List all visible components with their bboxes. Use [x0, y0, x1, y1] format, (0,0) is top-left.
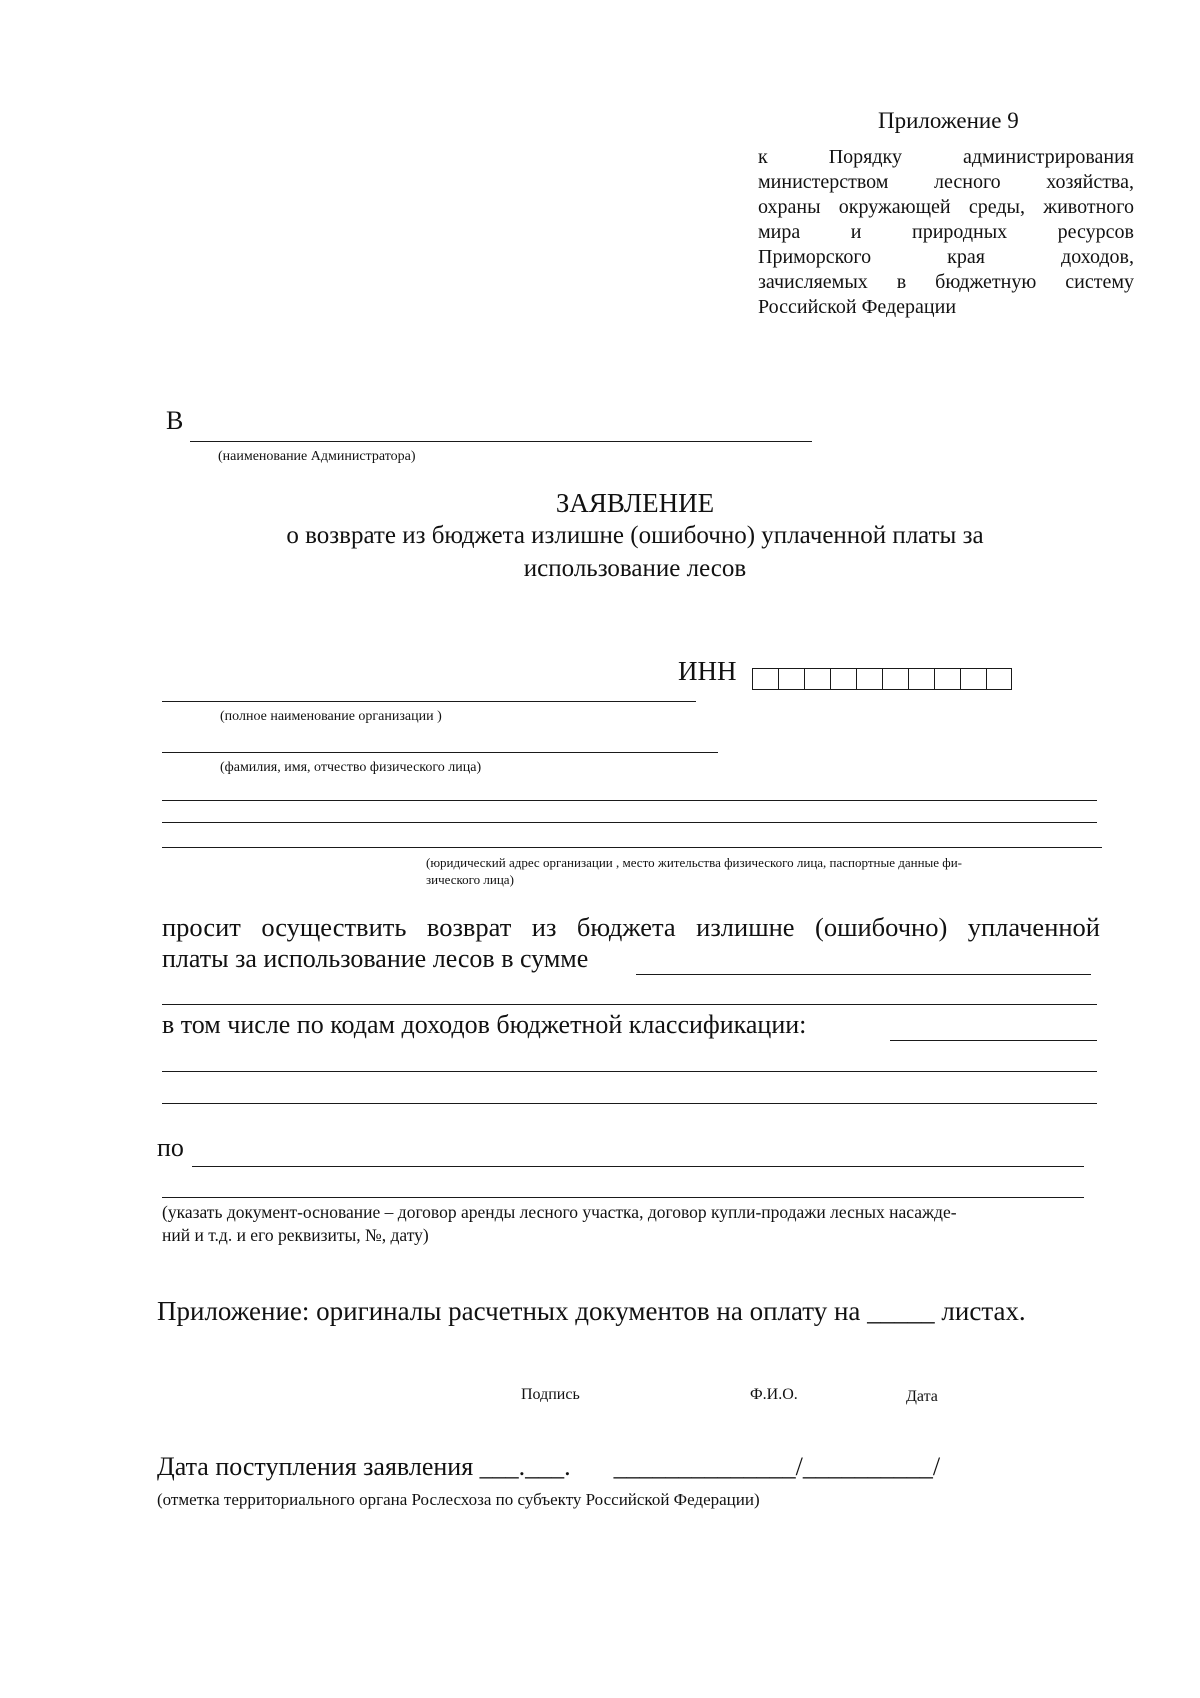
- addressee-caption: (наименование Администратора): [218, 449, 416, 464]
- addressee-field[interactable]: [190, 441, 812, 442]
- person-name-field[interactable]: [162, 752, 718, 753]
- address-field-line3[interactable]: [162, 847, 1102, 848]
- basis-field-line2[interactable]: [162, 1197, 1084, 1198]
- document-subtitle-line1: о возврате из бюджета излишне (ошибочно) уплаченной платы за: [286, 522, 984, 549]
- inn-digit-cell[interactable]: [960, 668, 986, 690]
- appendix-text: [758, 145, 1134, 320]
- appendix-line: охраны окружающей среды, животного: [758, 196, 1134, 218]
- appendix-line: мира и природных ресурсов: [758, 221, 1134, 243]
- addressee-prefix: В: [166, 406, 184, 435]
- request-line2: платы за использование лесов в сумме: [162, 944, 589, 973]
- appendix-title: Приложение 9: [878, 108, 1019, 133]
- attachment-suffix: листах.: [941, 1296, 1026, 1326]
- date-label: Дата: [906, 1388, 938, 1405]
- org-name-caption: (полное наименование организации ): [220, 709, 442, 724]
- attachment-sheets-field[interactable]: _____: [867, 1296, 935, 1326]
- fio-label: Ф.И.О.: [750, 1386, 798, 1403]
- attachment-text: [157, 1296, 1026, 1327]
- inn-digit-cell[interactable]: [752, 668, 778, 690]
- basis-caption-line1: (указать документ-основание – договор аренды лесного участка, договор купли-продажи лесных насажде-: [162, 1202, 957, 1222]
- inn-label: ИНН: [678, 656, 737, 686]
- receipt-date-field[interactable]: ___.___.: [479, 1452, 571, 1481]
- request-line1: просит осуществить возврат из бюджета излишне (ошибочно) уплаченной: [162, 912, 1100, 942]
- inn-digit-cell[interactable]: [934, 668, 960, 690]
- address-field-line2[interactable]: [162, 822, 1097, 823]
- document-subtitle-line2: использование лесов: [523, 555, 747, 582]
- inn-digit-cell[interactable]: [778, 668, 804, 690]
- basis-prefix: по: [157, 1133, 184, 1162]
- inn-digit-cell[interactable]: [804, 668, 830, 690]
- codes-label: в том числе по кодам доходов бюджетной классификации:: [162, 1010, 807, 1039]
- inn-digit-cell[interactable]: [856, 668, 882, 690]
- codes-field-line2[interactable]: [162, 1071, 1097, 1072]
- basis-field[interactable]: [192, 1166, 1084, 1167]
- codes-field-line3[interactable]: [162, 1103, 1097, 1104]
- appendix-line: Российской Федерации: [758, 296, 957, 318]
- person-name-caption: (фамилия, имя, отчество физического лица): [220, 760, 482, 775]
- receipt-caption: (отметка территориального органа Рослесхоза по субъекту Российской Федерации): [157, 1490, 760, 1509]
- address-caption-line2: зического лица): [426, 872, 514, 887]
- receipt-label: Дата поступления заявления: [157, 1452, 474, 1481]
- org-name-field[interactable]: [162, 701, 696, 702]
- address-caption-line1: (юридический адрес организации , место жительства физического лица, паспортные данные фи-: [426, 855, 962, 870]
- receipt-line: [157, 1452, 940, 1482]
- appendix-line: министерством лесного хозяйства,: [758, 171, 1134, 193]
- address-field-line1[interactable]: [162, 800, 1097, 801]
- appendix-line: Приморского края доходов,: [758, 246, 1134, 268]
- receipt-signature-field[interactable]: ______________/__________/: [613, 1452, 941, 1481]
- attachment-label: Приложение: оригиналы расчетных документов на оплату на: [157, 1296, 861, 1326]
- codes-field[interactable]: [890, 1040, 1097, 1041]
- basis-caption-line2: ний и т.д. и его реквизиты, №, дату): [162, 1225, 429, 1245]
- inn-digit-cell[interactable]: [986, 668, 1012, 690]
- appendix-line: к Порядку администрирования: [758, 146, 1134, 168]
- appendix-line: зачисляемых в бюджетную систему: [758, 271, 1134, 293]
- document-title: ЗАЯВЛЕНИЕ: [555, 488, 715, 518]
- signature-label: Подпись: [521, 1386, 580, 1403]
- inn-digit-cell[interactable]: [908, 668, 934, 690]
- amount-field[interactable]: [636, 974, 1091, 975]
- inn-digit-cell[interactable]: [830, 668, 856, 690]
- amount-field-continued[interactable]: [162, 1004, 1097, 1005]
- inn-digit-cell[interactable]: [882, 668, 908, 690]
- inn-boxes[interactable]: [752, 668, 1012, 690]
